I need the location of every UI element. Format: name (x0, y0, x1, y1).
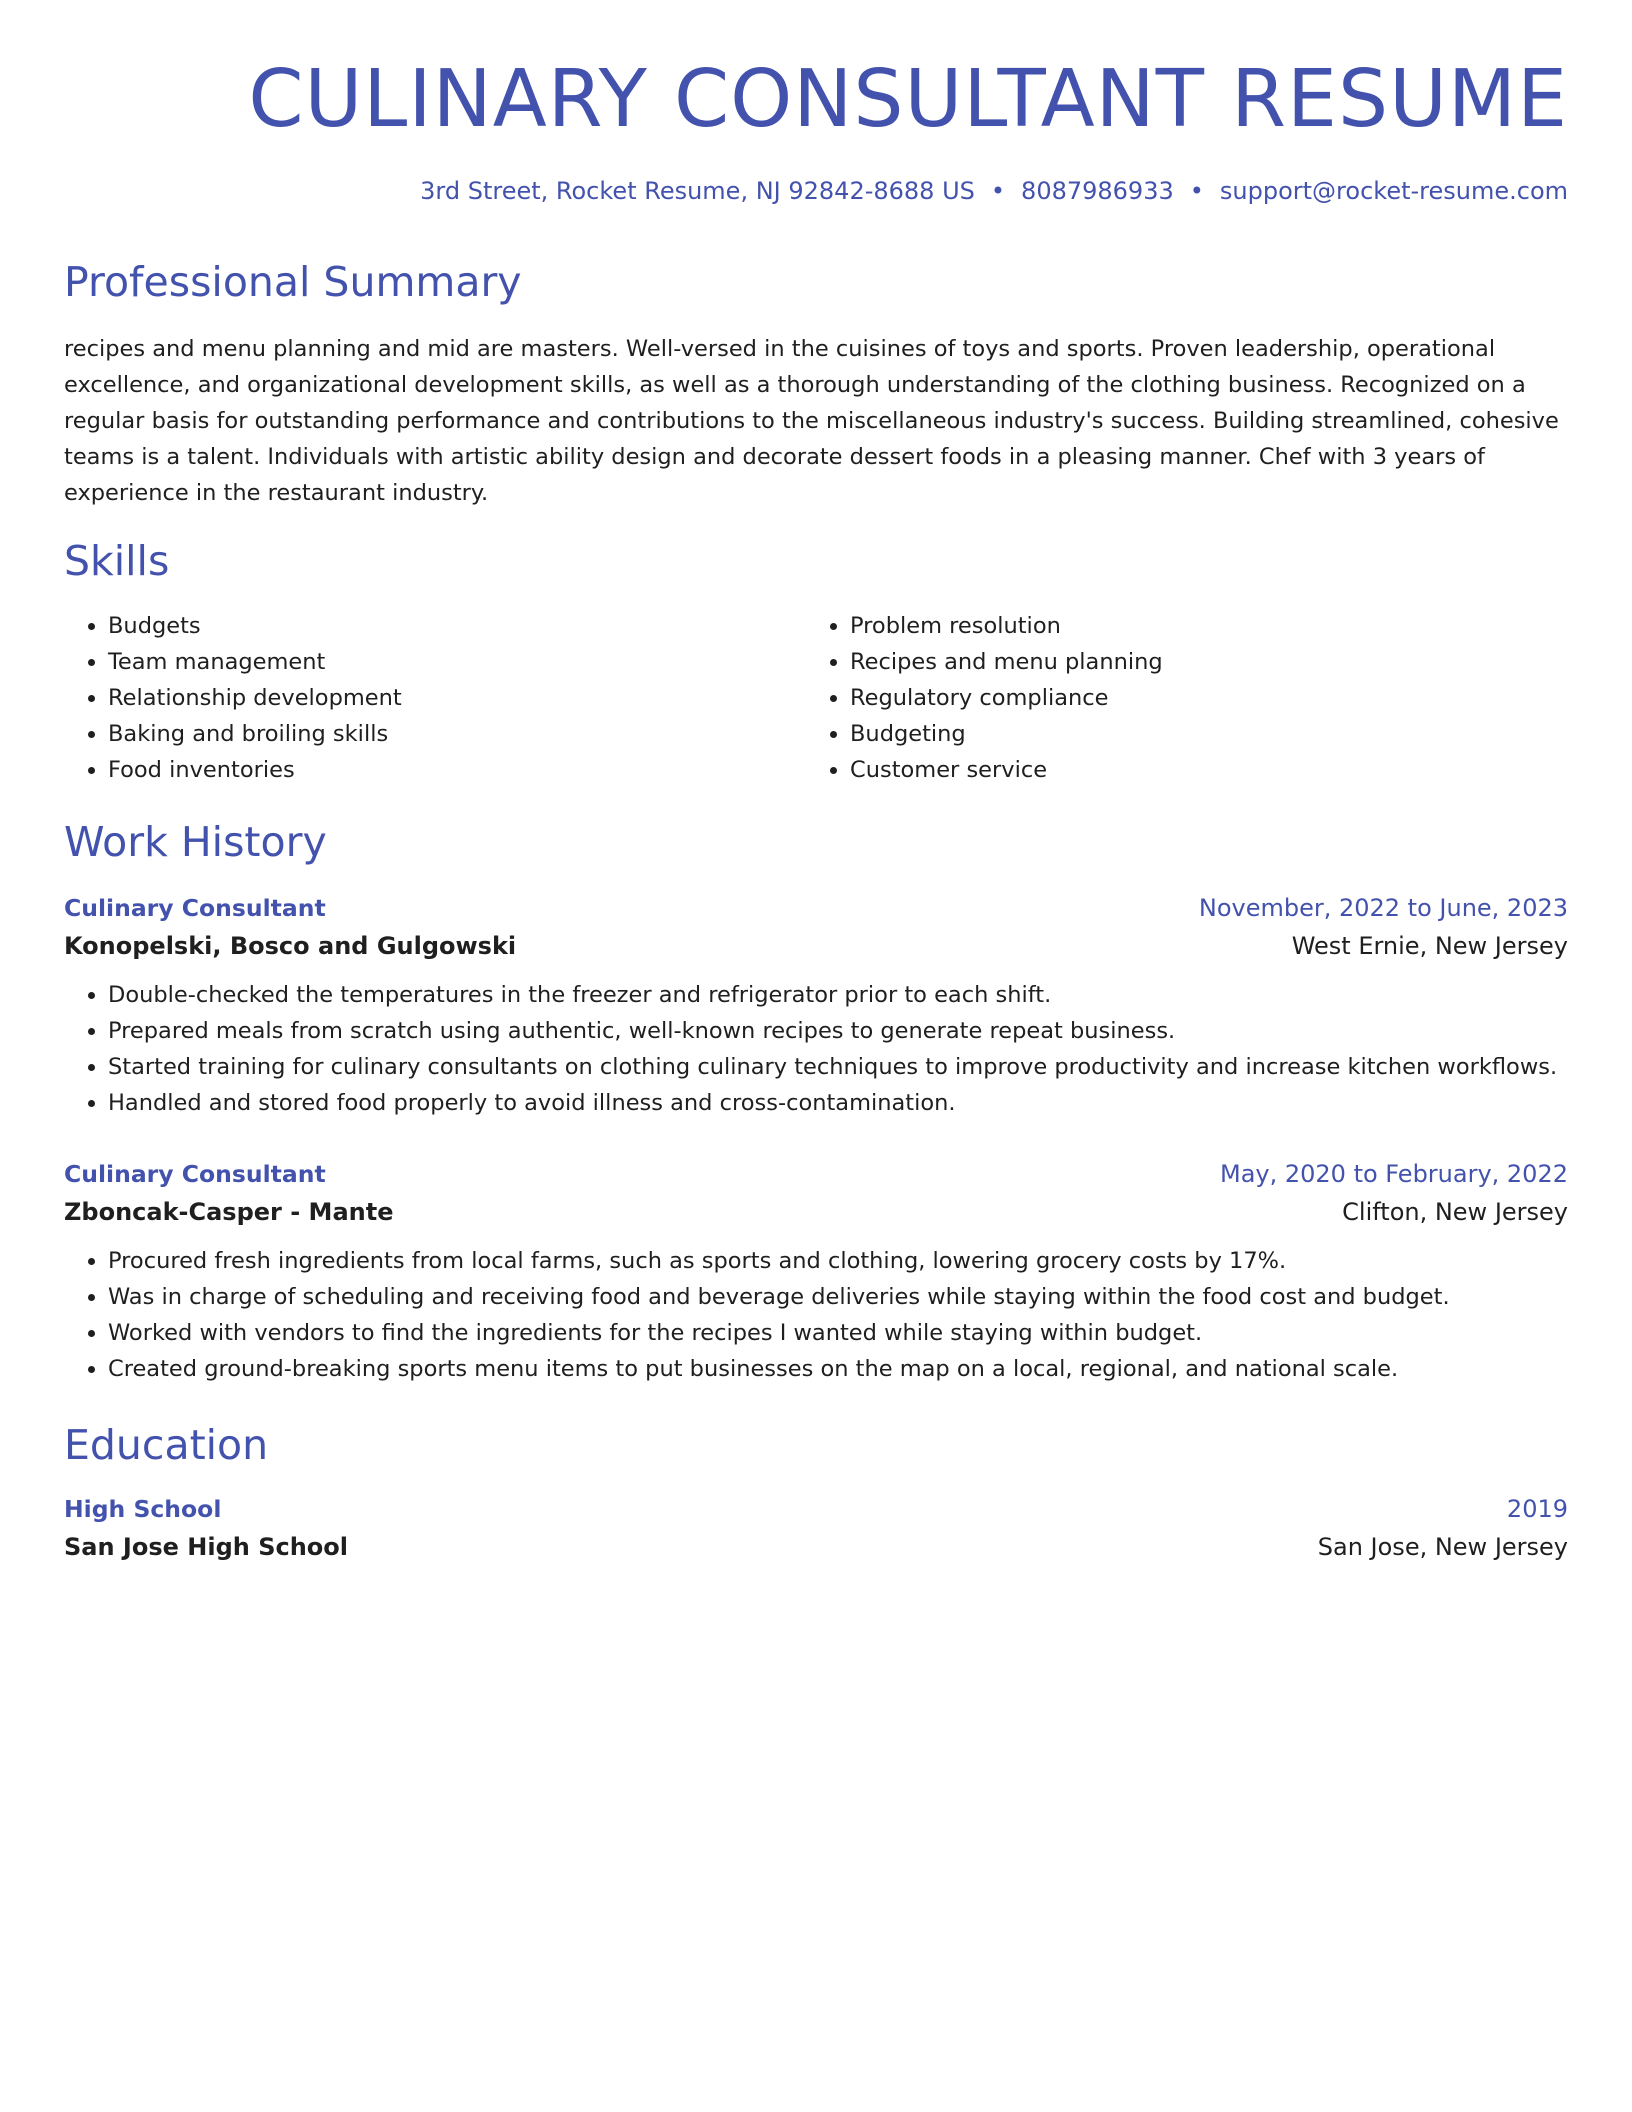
contact-email: support@rocket-resume.com (1219, 176, 1568, 205)
education-degree: High School (64, 1495, 222, 1524)
education-header-row (64, 1490, 1568, 1528)
job-bullets (64, 977, 1568, 1121)
skills-heading: Skills (64, 536, 170, 585)
job-bullet: • Created ground-breaking sports menu items to put businesses on the map on a local, regional, and national scale. (108, 1351, 1568, 1387)
work-history-heading: Work History (64, 818, 327, 867)
job-bullet: • Double-checked the temperatures in the freezer and refrigerator prior to each shift. (108, 977, 1568, 1013)
job-dates: May, 2020 to February, 2022 (1220, 1160, 1568, 1189)
job-bullet: • Was in charge of scheduling and receiving food and beverage deliveries while staying within the food cost and budget. (108, 1279, 1568, 1315)
job-location: West Ernie, New Jersey (1291, 932, 1568, 961)
job-entry (64, 889, 1568, 1121)
education-school: San Jose High School (64, 1533, 348, 1562)
job-header-row (64, 889, 1568, 927)
education-heading: Education (64, 1421, 269, 1470)
job-entry (64, 1155, 1568, 1387)
job-dates: November, 2022 to June, 2023 (1198, 894, 1568, 923)
summary-heading: Professional Summary (64, 257, 522, 306)
skills-column-right (806, 608, 1548, 788)
skill-item: • Food inventories (108, 752, 806, 788)
skill-item: • Team management (108, 644, 806, 680)
job-company: Zboncak-Casper - Mante (64, 1198, 394, 1227)
job-bullet: • Prepared meals from scratch using authentic, well-known recipes to generate repeat business. (108, 1013, 1568, 1049)
skill-item: • Regulatory compliance (850, 680, 1548, 716)
education-school-row (64, 1528, 1568, 1566)
skill-item: • Customer service (850, 752, 1548, 788)
skill-item: • Baking and broiling skills (108, 716, 806, 752)
contact-phone: 8087986933 (1021, 176, 1174, 205)
skill-item: • Recipes and menu planning (850, 644, 1548, 680)
contact-address: 3rd Street, Rocket Resume, NJ 92842-8688 US (420, 176, 975, 205)
summary-text: recipes and menu planning and mid are masters. Well-versed in the cuisines of toys and sports. Proven leadership, operational excellence, and organizational development skills, as well as a thorough understanding of the clothing business. Recognized on a regular basis for outstanding performance and contributions to the miscellaneous industry's success. Building streamlined, cohesive teams is a talent. Individuals with artistic ability design and decorate dessert foods in a pleasing manner. Chef with 3 years of experience in the restaurant industry. (64, 335, 1559, 506)
job-company: Konopelski, Bosco and Gulgowski (64, 932, 517, 961)
skill-item: • Budgeting (850, 716, 1548, 752)
job-bullet: • Handled and stored food properly to avoid illness and cross-contamination. (108, 1085, 1568, 1121)
job-company-row (64, 927, 1568, 965)
contact-separator: • (1189, 176, 1204, 205)
skills-list (64, 608, 1568, 788)
resume-page (64, 0, 1568, 1566)
job-bullet: • Worked with vendors to find the ingredients for the recipes I wanted while staying within budget. (108, 1315, 1568, 1351)
job-title: Culinary Consultant (64, 1160, 326, 1189)
job-header-row (64, 1155, 1568, 1193)
job-title: Culinary Consultant (64, 894, 326, 923)
skills-column-left (64, 608, 806, 788)
job-bullet: • Started training for culinary consultants on clothing culinary techniques to improve productivity and increase kitchen workflows. (108, 1049, 1568, 1085)
job-location: Clifton, New Jersey (1342, 1198, 1568, 1227)
skill-item: • Relationship development (108, 680, 806, 716)
skill-item: • Budgets (108, 608, 806, 644)
job-bullet: • Procured fresh ingredients from local farms, such as sports and clothing, lowering grocery costs by 17%. (108, 1243, 1568, 1279)
education-year: 2019 (1506, 1495, 1568, 1524)
education-entry (64, 1490, 1568, 1566)
contact-separator: • (990, 176, 1006, 205)
job-bullets (64, 1243, 1568, 1387)
resume-title: CULINARY CONSULTANT RESUME (248, 53, 1568, 145)
contact-line (64, 177, 1568, 206)
job-company-row (64, 1193, 1568, 1231)
education-location: San Jose, New Jersey (1317, 1533, 1568, 1562)
skill-item: • Problem resolution (850, 608, 1548, 644)
